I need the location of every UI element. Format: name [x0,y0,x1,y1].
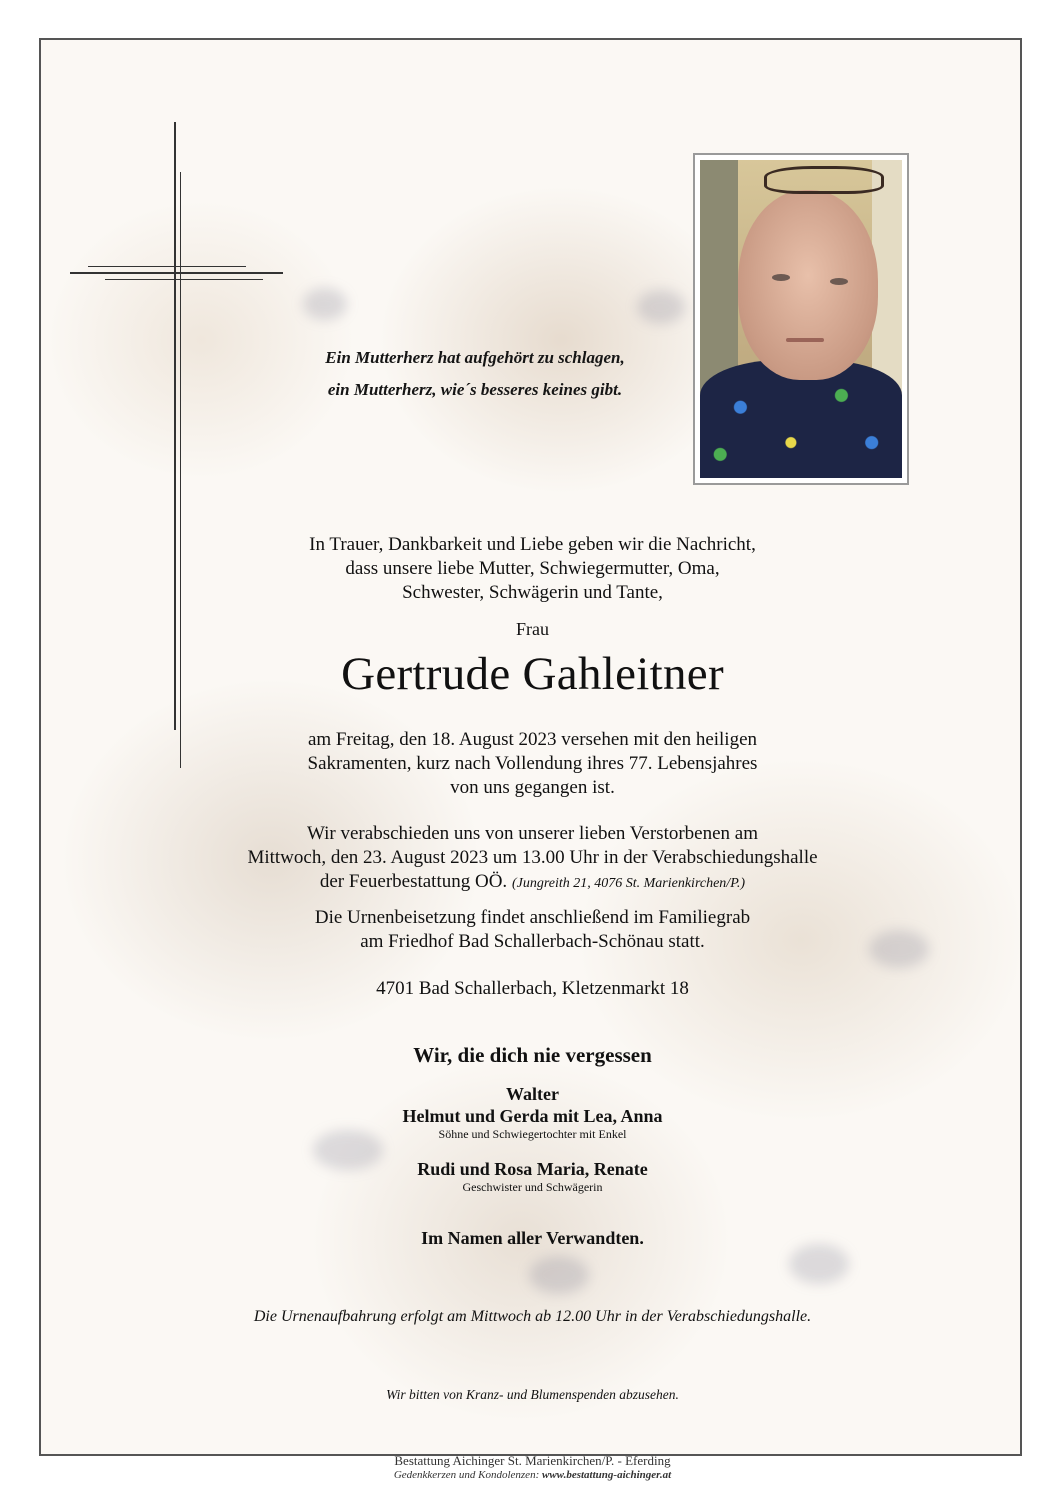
farewell-text [41,822,1024,896]
survivor-group [41,1158,1024,1195]
background-shape [637,290,685,324]
relatives-line: Im Namen aller Verwandten. [421,1228,644,1248]
obituary-frame [39,38,1022,1481]
intro-line: Schwester, Schwägerin und Tante, [402,582,663,603]
death-line: am Freitag, den 18. August 2023 versehen mit den heiligen [307,729,758,750]
intro-text [41,533,1024,605]
background-shape [303,288,347,320]
survivor-relation: Geschwister und Schwägerin [462,1180,603,1194]
motto-line: ein Mutterherz, wie´s besseres keines gibt. [327,380,623,399]
address: 4701 Bad Schallerbach, Kletzenmarkt 18 [376,978,689,999]
survivor-name: Rudi und Rosa Maria, Renate [417,1159,648,1179]
farewell-location-detail: (Jungreith 21, 4076 St. Marienkirchen/P.) [511,876,746,891]
motto-line: Ein Mutterherz hat aufgehört zu schlagen, [325,348,625,367]
glasses-icon [764,166,884,194]
farewell-line [41,870,1024,896]
farewell-venue: der Feuerbestattung OÖ. [319,871,508,892]
background-shape [529,1256,589,1294]
survivor-group [41,1083,1024,1142]
motto [289,342,661,406]
farewell-line: Mittwoch, den 23. August 2023 um 13.00 Uhr in der Verabschiedungshalle [247,847,818,868]
salutation: Frau [516,619,549,639]
survivors-title: Wir, die dich nie vergessen [413,1043,652,1067]
urn-burial-text [41,906,1024,954]
condolence-label: Gedenkkerzen und Kondolenzen: [393,1469,540,1481]
background-shape [789,1244,849,1284]
urn-line: am Friedhof Bad Schallerbach-Schönau statt. [360,931,705,952]
portrait-photo [693,153,909,485]
death-notice [41,728,1024,800]
condolence-line [41,1468,1024,1482]
death-line: Sakramenten, kurz nach Vollendung ihres 77. Lebensjahres [307,753,758,774]
urn-line: Die Urnenbeisetzung findet anschließend im Familiegrab [314,907,751,928]
survivor-name: Walter [506,1084,559,1104]
death-line: von uns gegangen ist. [450,777,615,798]
farewell-line: Wir verabschieden uns von unserer lieben Verstorbenen am [306,823,759,844]
website-link[interactable]: www.bestattung-aichinger.at [541,1469,672,1481]
flowers-note: Wir bitten von Kranz- und Blumenspenden abzusehen. [386,1387,679,1402]
undertaker-line: Bestattung Aichinger St. Marienkirchen/P. - Eferding [394,1453,671,1468]
deceased-name: Gertrude Gahleitner [341,648,724,700]
survivor-relation: Söhne und Schwiegertochter mit Enkel [438,1127,627,1141]
intro-line: dass unsere liebe Mutter, Schwiegermutter, Oma, [345,558,720,579]
survivor-name: Helmut und Gerda mit Lea, Anna [402,1106,663,1126]
viewing-note: Die Urnenaufbahrung erfolgt am Mittwoch ab 12.00 Uhr in der Verabschiedungshalle. [253,1308,812,1325]
intro-line: In Trauer, Dankbarkeit und Liebe geben wir die Nachricht, [309,534,756,555]
